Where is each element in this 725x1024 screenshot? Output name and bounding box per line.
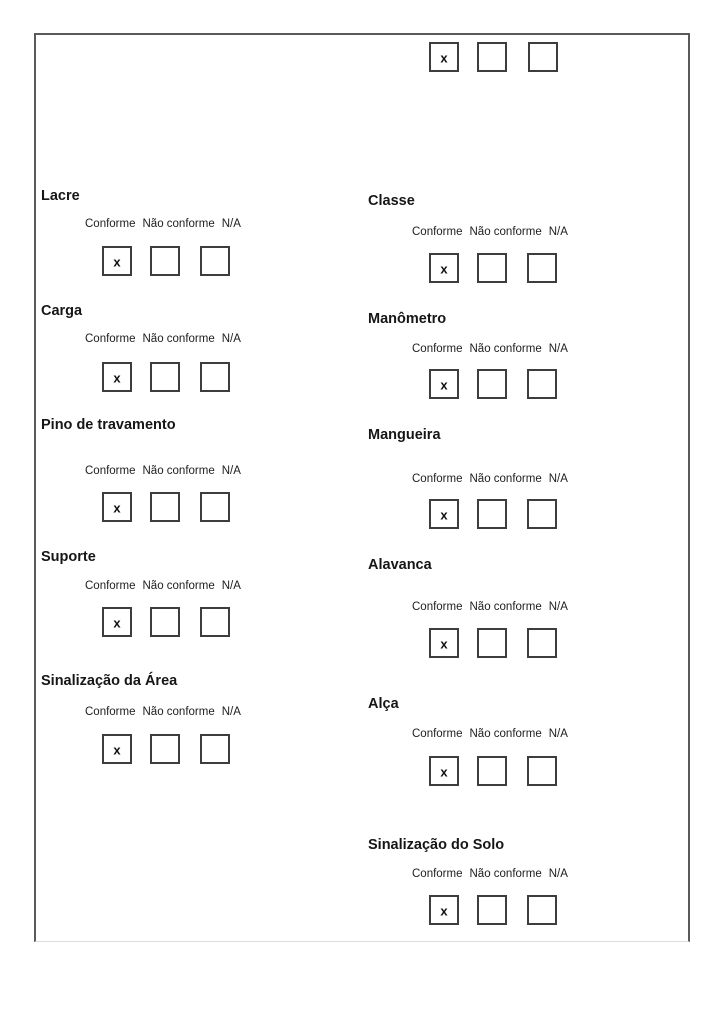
item-title: Classe <box>368 193 415 209</box>
checkbox-row <box>429 756 559 786</box>
check-mark: x <box>440 507 448 522</box>
checkbox-na[interactable] <box>527 499 557 529</box>
checkbox-nao-conforme[interactable] <box>477 369 507 399</box>
option-label-nao-conforme: Não conforme <box>142 580 215 592</box>
checkbox-nao-conforme[interactable] <box>477 253 507 283</box>
option-label-na: N/A <box>548 868 568 880</box>
check-mark: x <box>440 377 448 392</box>
header-checkbox-3[interactable] <box>528 42 558 72</box>
check-mark: x <box>440 261 448 276</box>
checkbox-conforme[interactable] <box>429 253 459 283</box>
option-label-conforme: Conforme <box>412 343 463 355</box>
option-label-na: N/A <box>548 601 568 613</box>
item-title: Mangueira <box>368 427 441 443</box>
option-label-na: N/A <box>221 465 241 477</box>
check-mark: x <box>113 742 121 757</box>
checkbox-conforme[interactable] <box>429 628 459 658</box>
option-label-nao-conforme: Não conforme <box>142 218 215 230</box>
option-label-nao-conforme: Não conforme <box>142 465 215 477</box>
checkbox-na[interactable] <box>200 246 230 276</box>
item-title: Sinalização da Área <box>41 673 178 689</box>
checkbox-row <box>429 895 559 925</box>
option-label-conforme: Conforme <box>85 706 136 718</box>
checkbox-nao-conforme[interactable] <box>150 362 180 392</box>
header-checkbox-2[interactable] <box>477 42 507 72</box>
option-label-na: N/A <box>548 343 568 355</box>
checkbox-row <box>429 369 559 399</box>
option-labels <box>412 226 568 238</box>
checkbox-conforme[interactable] <box>102 607 132 637</box>
item-title: Carga <box>41 303 83 319</box>
checkbox-conforme[interactable] <box>429 499 459 529</box>
option-label-nao-conforme: Não conforme <box>469 868 542 880</box>
check-mark: x <box>440 764 448 779</box>
checkbox-na[interactable] <box>527 253 557 283</box>
option-labels <box>85 580 241 592</box>
item-title: Alça <box>368 696 399 712</box>
option-label-nao-conforme: Não conforme <box>142 706 215 718</box>
checkbox-na[interactable] <box>527 895 557 925</box>
checkbox-na[interactable] <box>200 492 230 522</box>
checkbox-conforme[interactable] <box>102 734 132 764</box>
checkbox-row <box>429 253 559 283</box>
checkbox-na[interactable] <box>527 369 557 399</box>
checkbox-nao-conforme[interactable] <box>150 734 180 764</box>
option-labels <box>85 706 241 718</box>
check-mark: x <box>440 636 448 651</box>
option-label-nao-conforme: Não conforme <box>469 226 542 238</box>
checkbox-nao-conforme[interactable] <box>477 895 507 925</box>
option-label-conforme: Conforme <box>412 728 463 740</box>
option-label-conforme: Conforme <box>412 473 463 485</box>
option-label-conforme: Conforme <box>412 226 463 238</box>
checkbox-conforme[interactable] <box>102 492 132 522</box>
item-title: Alavanca <box>368 557 432 573</box>
checkbox-nao-conforme[interactable] <box>150 246 180 276</box>
option-label-na: N/A <box>221 706 241 718</box>
checkbox-row <box>102 734 232 764</box>
checkbox-nao-conforme[interactable] <box>150 492 180 522</box>
option-labels <box>85 218 241 230</box>
checkbox-na[interactable] <box>200 607 230 637</box>
item-title: Sinalização do Solo <box>368 837 505 853</box>
option-label-na: N/A <box>548 473 568 485</box>
option-label-conforme: Conforme <box>85 333 136 345</box>
checkbox-row <box>102 492 232 522</box>
checkbox-conforme[interactable] <box>429 369 459 399</box>
option-label-na: N/A <box>221 333 241 345</box>
option-labels <box>412 728 568 740</box>
option-labels <box>412 343 568 355</box>
item-title: Manômetro <box>368 311 447 327</box>
option-labels <box>85 465 241 477</box>
option-label-nao-conforme: Não conforme <box>142 333 215 345</box>
check-mark: x <box>113 615 121 630</box>
check-mark: x <box>440 903 448 918</box>
option-label-conforme: Conforme <box>412 868 463 880</box>
checkbox-conforme[interactable] <box>102 362 132 392</box>
option-label-na: N/A <box>221 218 241 230</box>
option-label-conforme: Conforme <box>85 580 136 592</box>
option-label-nao-conforme: Não conforme <box>469 601 542 613</box>
item-title: Suporte <box>41 549 96 565</box>
check-mark: x <box>440 50 448 65</box>
checkbox-conforme[interactable] <box>102 246 132 276</box>
header-checkbox-1[interactable] <box>429 42 459 72</box>
check-mark: x <box>113 500 121 515</box>
item-title: Pino de travamento <box>41 417 176 433</box>
checkbox-conforme[interactable] <box>429 895 459 925</box>
check-mark: x <box>113 254 121 269</box>
option-label-conforme: Conforme <box>412 601 463 613</box>
option-labels <box>85 333 241 345</box>
option-labels <box>412 601 568 613</box>
option-label-nao-conforme: Não conforme <box>469 728 542 740</box>
option-label-conforme: Conforme <box>85 218 136 230</box>
checkbox-row <box>102 246 232 276</box>
option-labels <box>412 868 568 880</box>
form-sheet <box>34 33 690 942</box>
checkbox-row <box>102 362 232 392</box>
checkbox-na[interactable] <box>527 628 557 658</box>
checkbox-row <box>102 607 232 637</box>
checkbox-conforme[interactable] <box>429 756 459 786</box>
checkbox-na[interactable] <box>200 362 230 392</box>
checkbox-na[interactable] <box>527 756 557 786</box>
option-label-conforme: Conforme <box>85 465 136 477</box>
option-label-na: N/A <box>548 728 568 740</box>
checkbox-row <box>429 628 559 658</box>
check-mark: x <box>113 370 121 385</box>
option-label-na: N/A <box>548 226 568 238</box>
checkbox-row <box>429 499 559 529</box>
checkbox-nao-conforme[interactable] <box>150 607 180 637</box>
checkbox-nao-conforme[interactable] <box>477 756 507 786</box>
checkbox-nao-conforme[interactable] <box>477 628 507 658</box>
item-title: Lacre <box>41 188 80 204</box>
option-label-nao-conforme: Não conforme <box>469 473 542 485</box>
option-labels <box>412 473 568 485</box>
checkbox-nao-conforme[interactable] <box>477 499 507 529</box>
option-label-nao-conforme: Não conforme <box>469 343 542 355</box>
checkbox-na[interactable] <box>200 734 230 764</box>
option-label-na: N/A <box>221 580 241 592</box>
